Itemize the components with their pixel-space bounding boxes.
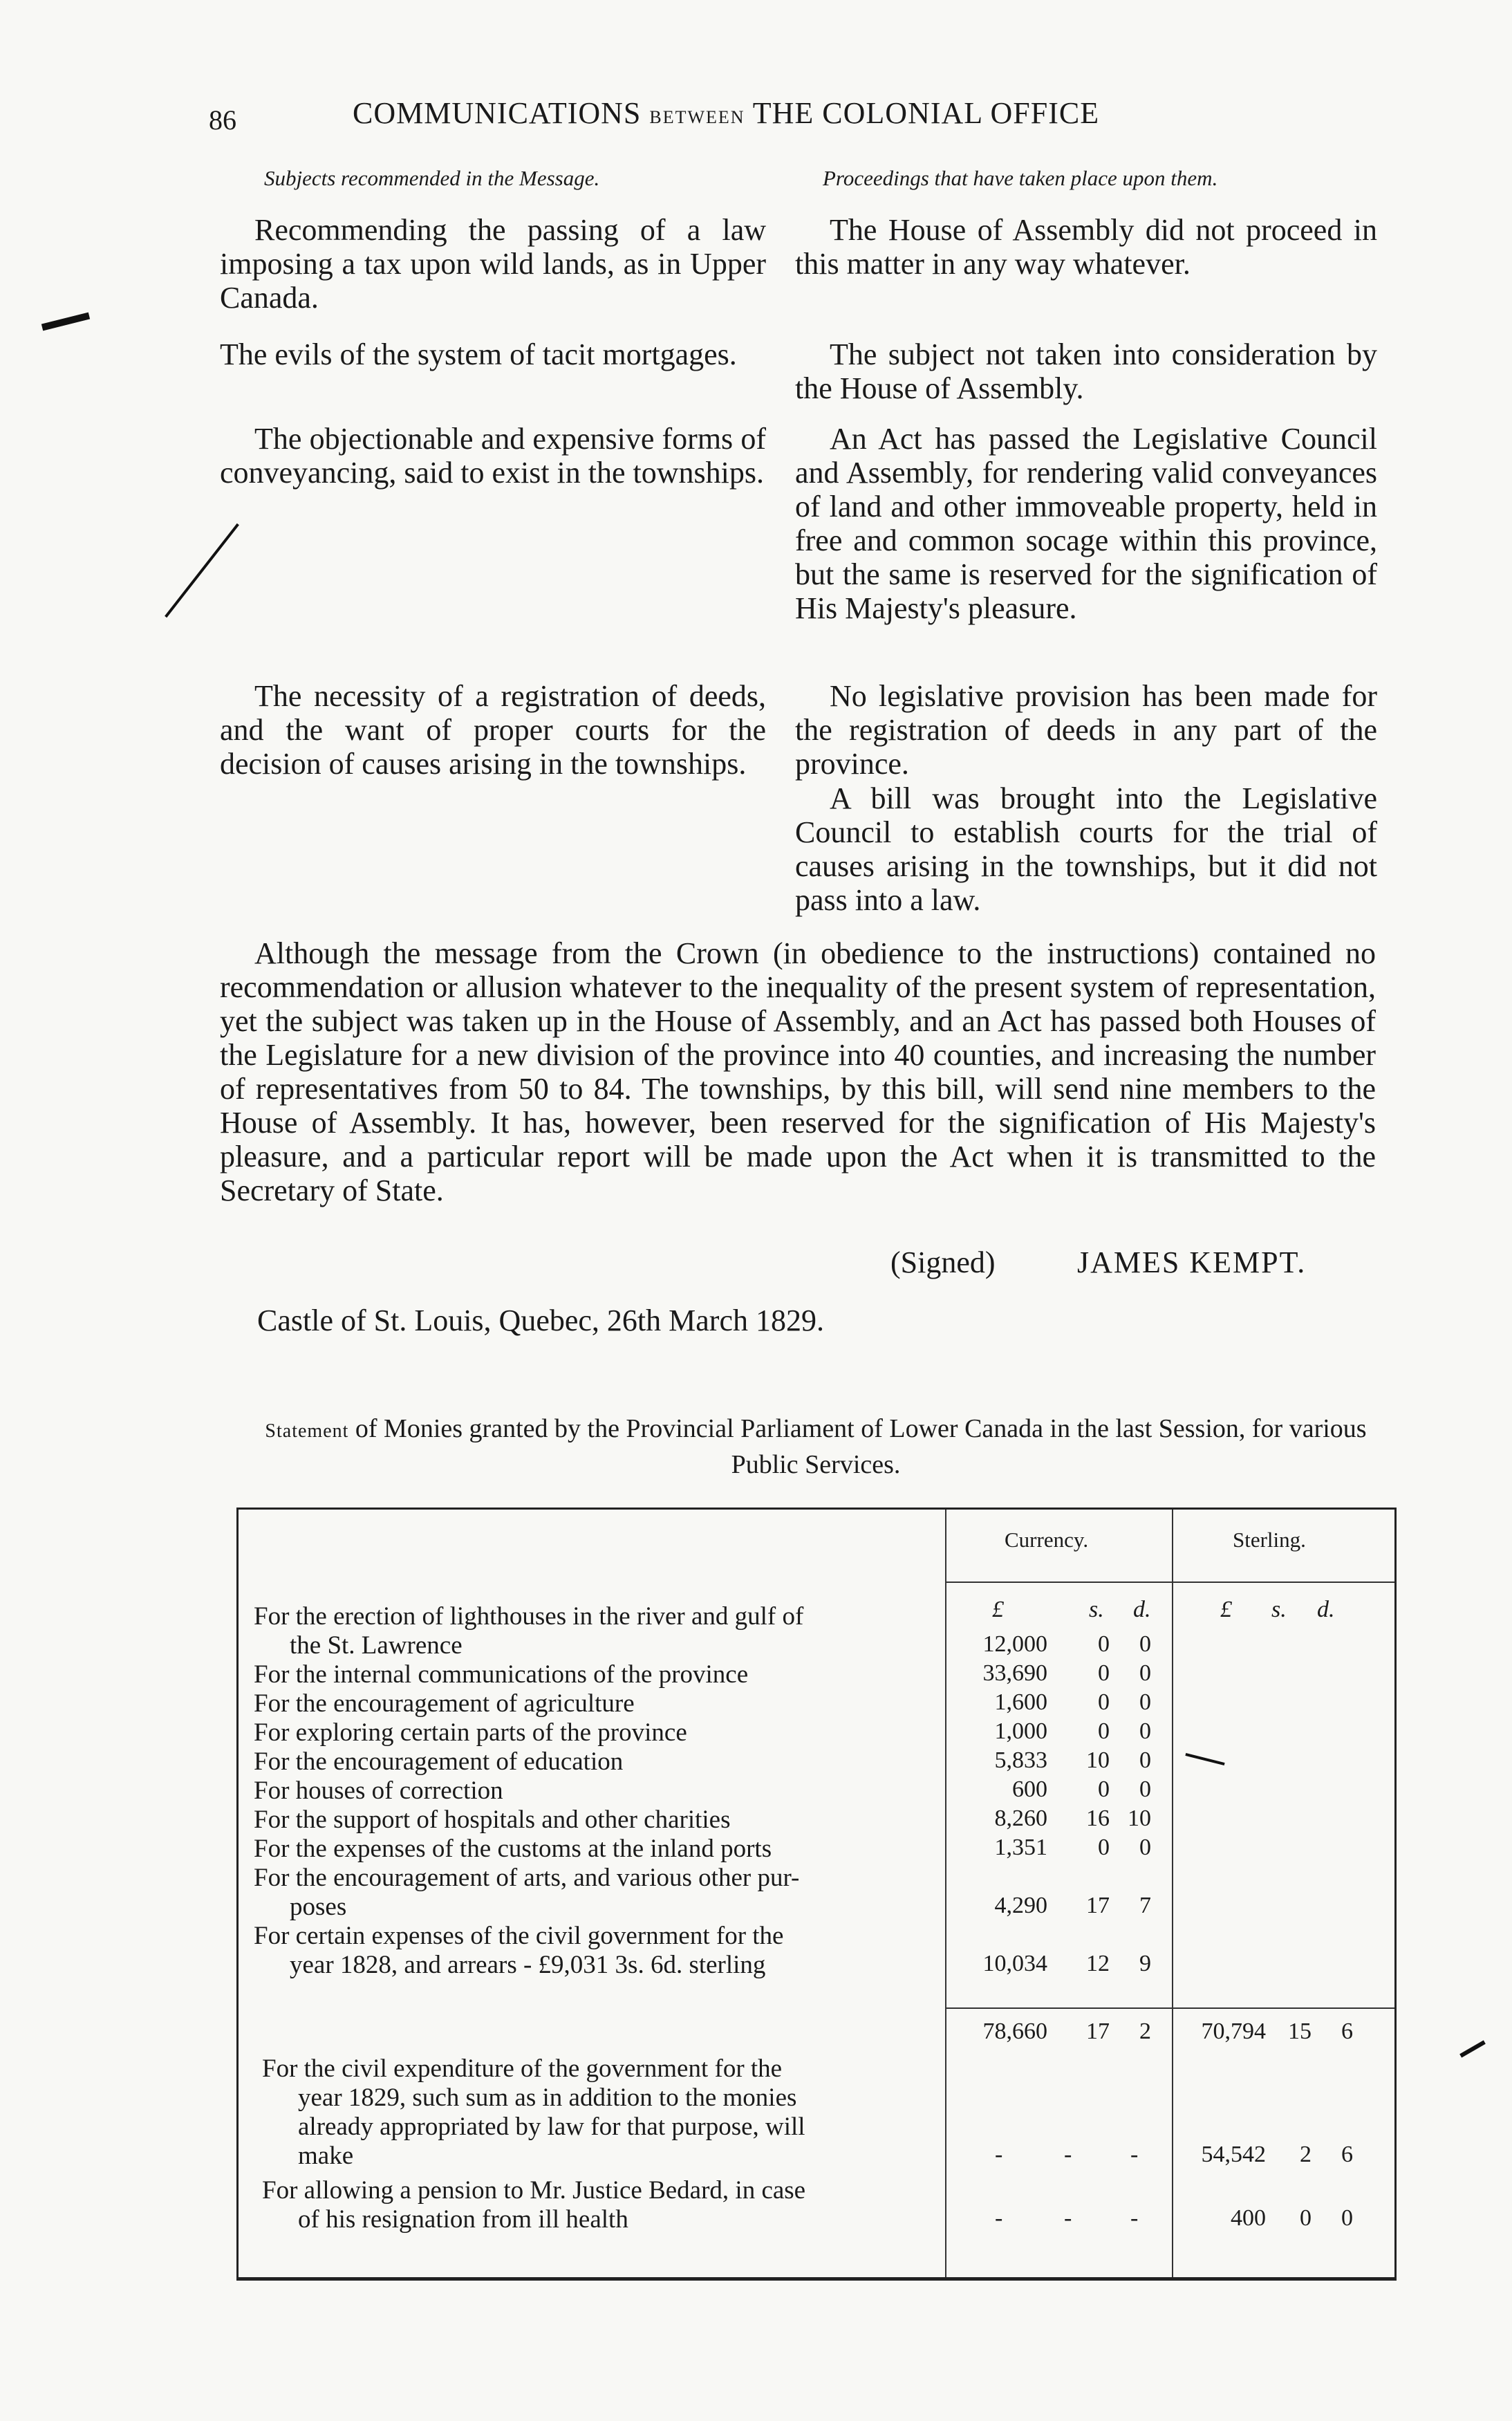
item-label-education: For the encouragement of education	[254, 1747, 624, 1776]
lighthouses-shillings: 0	[1098, 1631, 1110, 1657]
lighthouses-pounds: 12,000	[982, 1631, 1047, 1657]
customs-shillings: 0	[1098, 1835, 1110, 1860]
running-header-part2: THE COLONIAL OFFICE	[752, 96, 1100, 130]
item-label-bedard-pension: For allowing a pension to Mr. Justice Bedard, in case of his resignation from ill health	[262, 2176, 806, 2234]
item-label-internal-communications: For the internal communications of the province	[254, 1660, 749, 1689]
right-column-heading: Proceedings that have taken place upon them.	[823, 166, 1218, 190]
signatory-name: JAMES KEMPT.	[1077, 1245, 1307, 1279]
currency-shillings-unit: s.	[1089, 1597, 1104, 1622]
agriculture-pounds: 1,600	[994, 1689, 1047, 1715]
running-header	[353, 95, 1099, 131]
statement-heading-rest: of Monies granted by the Provincial Parliament of Lower Canada in the last Session, for various Public Services.	[348, 1414, 1367, 1479]
item-label-arts: For the encouragement of arts, and various other pur- poses	[254, 1864, 800, 1921]
currency-pounds-unit: £	[992, 1597, 1004, 1622]
arts-pounds: 4,290	[994, 1893, 1047, 1918]
header-rule	[945, 1581, 1394, 1583]
signed-label: (Signed)	[890, 1245, 996, 1279]
sterling-pence-unit: d.	[1317, 1597, 1335, 1622]
item-label-exploring: For exploring certain parts of the province	[254, 1718, 687, 1747]
civil-1829-sterling-pounds: 54,542	[1201, 2142, 1266, 2167]
statement-table	[236, 1508, 1397, 2281]
civil-1829-currency-dash: -	[995, 2142, 1003, 2167]
agriculture-shillings: 0	[1098, 1689, 1110, 1715]
sterling-shillings-unit: s.	[1271, 1597, 1287, 1622]
exploring-pence: 0	[1139, 1718, 1151, 1744]
proceeding-wild-lands-tax: The House of Assembly did not proceed in this matter in any way whatever.	[795, 213, 1377, 281]
civil-1829-currency-dash: -	[1130, 2142, 1139, 2167]
statement-heading	[263, 1412, 1369, 1481]
page-number: 86	[209, 104, 236, 136]
running-header-part1: COMMUNICATIONS	[353, 96, 642, 130]
communications-pence: 0	[1139, 1660, 1151, 1686]
total-sterling-shillings: 15	[1288, 2019, 1312, 2044]
total-currency-pence: 2	[1139, 2019, 1151, 2044]
hospitals-shillings: 16	[1086, 1806, 1110, 1831]
proceeding-tacit-mortgages: The subject not taken into consideration by the House of Assembly.	[795, 337, 1377, 405]
arts-pence: 7	[1139, 1893, 1151, 1918]
subject-registration-of-deeds: The necessity of a registration of deeds, and the want of proper courts for the decision of causes arising in the townships.	[220, 679, 766, 781]
ink-mark	[165, 523, 239, 618]
education-pence: 0	[1139, 1747, 1151, 1773]
pension-currency-dash: -	[1064, 2205, 1072, 2231]
column-divider-sterling	[1172, 1510, 1173, 2277]
total-currency-shillings: 17	[1086, 2019, 1110, 2044]
subject-conveyancing: The objectionable and expensive forms of conveyancing, said to exist in the townships.	[220, 422, 766, 490]
sterling-pounds-unit: £	[1220, 1597, 1232, 1622]
proceeding-township-courts: A bill was brought into the Legislative Council to establish courts for the trial of causes arising in the townships, but it did not pass into a law.	[795, 781, 1377, 917]
item-label-customs: For the expenses of the customs at the inland ports	[254, 1835, 772, 1863]
total-rule	[945, 2007, 1394, 2009]
item-label-civil-government-1828: For certain expenses of the civil government for the year 1828, and arrears - £9,031 3s. 6d. sterling	[254, 1922, 784, 1979]
item-label-agriculture: For the encouragement of agriculture	[254, 1689, 635, 1718]
total-sterling-pounds: 70,794	[1201, 2019, 1266, 2044]
pension-sterling-shillings: 0	[1300, 2205, 1312, 2231]
lighthouses-pence: 0	[1139, 1631, 1151, 1657]
exploring-shillings: 0	[1098, 1718, 1110, 1744]
correction-shillings: 0	[1098, 1777, 1110, 1802]
pension-sterling-pounds: 400	[1231, 2205, 1266, 2231]
pension-sterling-pence: 0	[1341, 2205, 1353, 2231]
proceeding-conveyancing: An Act has passed the Legislative Council and Assembly, for rendering valid conveyances of land and other immoveable property, held in free and common socage within this province, but the same is reserved for the signification of His Majesty's pleasure.	[795, 422, 1377, 625]
correction-pounds: 600	[1012, 1777, 1047, 1802]
total-sterling-pence: 6	[1341, 2019, 1353, 2044]
item-label-lighthouses: For the erection of lighthouses in the river and gulf of the St. Lawrence	[254, 1602, 804, 1660]
communications-pounds: 33,690	[982, 1660, 1047, 1686]
left-column-heading: Subjects recommended in the Message.	[264, 166, 600, 190]
proceeding-registration-of-deeds: No legislative provision has been made for the registration of deeds in any part of the province.	[795, 679, 1377, 781]
total-currency-pounds: 78,660	[982, 2019, 1047, 2044]
item-label-hospitals: For the support of hospitals and other charities	[254, 1806, 731, 1834]
correction-pence: 0	[1139, 1777, 1151, 1802]
currency-column-heading: Currency.	[1005, 1528, 1089, 1552]
subject-tacit-mortgages: The evils of the system of tacit mortgages.	[220, 337, 737, 371]
civil-1828-pounds: 10,034	[982, 1951, 1047, 1976]
agriculture-pence: 0	[1139, 1689, 1151, 1715]
exploring-pounds: 1,000	[994, 1718, 1047, 1744]
arts-shillings: 17	[1086, 1893, 1110, 1918]
customs-pounds: 1,351	[994, 1835, 1047, 1860]
pension-currency-dash: -	[995, 2205, 1003, 2231]
ink-mark	[41, 313, 90, 331]
statement-heading-lead: Statement	[265, 1420, 349, 1442]
running-header-between: BETWEEN	[649, 107, 745, 127]
closing-paragraph: Although the message from the Crown (in obedience to the instructions) contained no recommendation or allusion whatever to the inequality of the present system of representation, yet the subject was taken up in the House of Assembly, and an Act has passed both Houses of the Legislature for a new division of the province into 40 counties, and increasing the number of representatives from 50 to 84. The townships, by this bill, will send nine members to the House of Assembly. It has, however, been reserved for the signification of His Majesty's pleasure, and a particular report will be made upon the Act when it is transmitted to the Secretary of State.	[220, 936, 1376, 1207]
civil-1829-sterling-shillings: 2	[1300, 2142, 1312, 2167]
pension-currency-dash: -	[1130, 2205, 1139, 2231]
communications-shillings: 0	[1098, 1660, 1110, 1686]
civil-1828-pence: 9	[1139, 1951, 1151, 1976]
hospitals-pounds: 8,260	[994, 1806, 1047, 1831]
currency-pence-unit: d.	[1133, 1597, 1151, 1622]
ink-mark	[1459, 2040, 1486, 2057]
place-and-date: Castle of St. Louis, Quebec, 26th March 1829.	[257, 1304, 824, 1337]
civil-1828-shillings: 12	[1086, 1951, 1110, 1976]
education-shillings: 10	[1086, 1747, 1110, 1773]
item-label-houses-of-correction: For houses of correction	[254, 1777, 503, 1805]
hospitals-pence: 10	[1128, 1806, 1151, 1831]
item-label-civil-expenditure-1829: For the civil expenditure of the government for the year 1829, such sum as in addition to the monies already appropriated by law for that purpose, will make	[262, 2054, 805, 2170]
civil-1829-sterling-pence: 6	[1341, 2142, 1353, 2167]
subject-wild-lands-tax: Recommending the passing of a law imposing a tax upon wild lands, as in Upper Canada.	[220, 213, 766, 315]
customs-pence: 0	[1139, 1835, 1151, 1860]
sterling-column-heading: Sterling.	[1233, 1528, 1306, 1552]
civil-1829-currency-dash: -	[1064, 2142, 1072, 2167]
education-pounds: 5,833	[994, 1747, 1047, 1773]
